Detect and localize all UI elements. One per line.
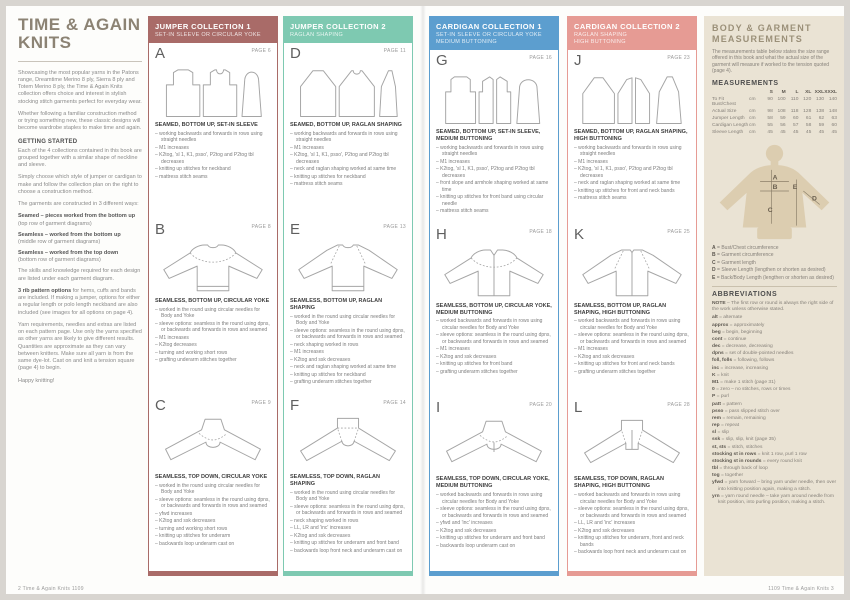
cardigan-raglan-topdown-diagram — [574, 416, 690, 474]
abbreviation-item: P = purl — [712, 394, 729, 400]
section-letter: E — [290, 221, 301, 238]
figure-legend — [712, 245, 837, 282]
skill-bullet: – grafting underarm stitches together — [155, 357, 271, 364]
abbreviation-item: dpns = set of double-pointed needles — [712, 351, 794, 357]
cardigan-yoke-assembled-diagram — [436, 243, 552, 301]
abbreviation-item: st, sts = stitch, stitches — [712, 444, 763, 450]
skill-bullet: – neck and raglan shaping worked at same time — [290, 364, 406, 371]
skill-bullet: – worked in the round using circular needles for Body and Yoke — [290, 490, 406, 503]
skill-bullet: – K2tog and ssk decreases — [290, 533, 406, 540]
abbreviation-item: patt = pattern — [712, 401, 742, 407]
section-top-row — [574, 400, 690, 415]
skill-bullet: – M1 increases — [155, 145, 271, 152]
collection-body — [284, 43, 412, 571]
abbreviation-item: dec = decrease, decreasing — [712, 344, 773, 350]
section-letter: I — [436, 399, 441, 417]
section-heading: SEAMLESS, BOTTOM UP, RAGLAN SHAPING, HIGH BUTTONING — [574, 302, 667, 316]
section-heading: SEAMLESS, TOP DOWN, RAGLAN SHAPING, HIGH BUTTONING — [574, 476, 664, 490]
skill-bullet: – grafting underarm stitches together — [290, 379, 406, 386]
skill-bullet: – K2tog decreases — [155, 342, 271, 349]
skill-bullet: – sleeve options: seamless in the round using dpns, or backwards and forwards in rows and seamed — [436, 506, 552, 519]
skill-bullet: – worked backwards and forwards in rows using circular needles for Body and Yoke — [574, 492, 690, 505]
skill-bullet: – worked in the round using circular needles for Body and Yoke — [155, 307, 271, 320]
skill-bullet: – working backwards and forwards in rows using straight needles — [436, 145, 552, 158]
row-unit: cm — [749, 122, 756, 128]
table-corner — [712, 90, 749, 95]
garment-section-F — [284, 395, 412, 571]
measurements-title: BODY & GARMENT MEASUREMENTS — [712, 23, 812, 44]
skill-bullet: – K2tog and ssk decreases — [155, 518, 271, 525]
skill-bullet: – sleeve options: seamless in the round using dpns, or backwards and forwards in rows and seamed — [290, 328, 406, 341]
garment-section-L — [568, 397, 696, 571]
skill-bullet: – worked backwards and forwards in rows using circular needles for Body and Yoke — [436, 492, 552, 505]
abbreviation-item: M1 = make 1 stitch (page 31) — [712, 379, 776, 385]
size-value: 56 — [780, 122, 786, 128]
abbreviation-item: beg = begin, beginning — [712, 329, 763, 335]
garment-section-I — [430, 397, 558, 571]
size-value: 128 — [803, 108, 812, 114]
section-top-row — [574, 227, 690, 242]
section-letter: F — [290, 397, 300, 414]
skill-bullet: – neck and raglan shaping worked at same time — [290, 166, 406, 173]
intro-paragraph: Whether following a familiar construction method or trying something new, these classic designs will become wardrobe staples to make time and again. — [18, 110, 142, 132]
abbreviation-item: sl = slip — [712, 430, 730, 436]
collection-header — [568, 17, 696, 50]
garment-section-G — [430, 50, 558, 224]
collection-header — [430, 17, 558, 50]
collection-body — [149, 43, 277, 571]
abbreviation-item: ssk = slip, slip, knit (page 35) — [712, 437, 776, 443]
skill-bullet: – knitting up stitches for neckband — [290, 372, 406, 379]
skill-bullet: – knitting up stitches for underarm and front band — [436, 535, 552, 542]
skill-bullet: – M1 increases — [290, 145, 406, 152]
collection-column-1 — [148, 16, 278, 576]
size-value: 45 — [805, 129, 812, 135]
section-heading: SEAMLESS, BOTTOM UP, CIRCULAR YOKE — [155, 298, 270, 304]
collection-subtitle: SET-IN SLEEVE OR CIRCULAR YOKE — [436, 32, 542, 38]
section-heading: SEAMLESS, TOP DOWN, RAGLAN SHAPING — [290, 474, 380, 487]
size-value: 45 — [767, 129, 773, 135]
skill-bullet: – K2tog, 'sl 1, K1, psso', P2tog and P2tog tbl decreases — [155, 152, 271, 165]
row-unit: cm — [749, 96, 756, 102]
section-letter: J — [574, 52, 582, 69]
jumper-raglan-pieces-diagram — [290, 62, 406, 120]
skill-bullet: – M1 increases — [436, 346, 552, 353]
skill-bullet: – yfwd increases — [155, 511, 271, 518]
collection-subtitle-2: HIGH BUTTONING — [574, 39, 626, 45]
intro-paragraph: Happy knitting! — [18, 377, 55, 384]
abbreviation-item: K = knit — [712, 372, 729, 378]
cardigan-yoke-topdown-diagram — [436, 416, 552, 474]
skill-bullet: – knitting up stitches for front band — [436, 361, 552, 368]
size-value: 57 — [793, 122, 799, 128]
collection-subtitle: RAGLAN SHAPING — [574, 32, 628, 38]
skill-list — [574, 318, 690, 376]
skill-bullet: – working backwards and forwards in rows using straight needles — [574, 145, 690, 158]
section-top-row — [155, 222, 271, 237]
figure-label-C: C — [767, 206, 773, 214]
cardigan-flat-pieces-diagram — [436, 69, 552, 127]
section-page-ref: PAGE 6 — [251, 48, 271, 54]
intro-paragraph: The skills and knowledge required for each design are listed under each garment diagram. — [18, 268, 141, 282]
jumper-raglan-assembled-diagram — [290, 238, 406, 296]
skill-bullet: – turning and working short rows — [155, 526, 271, 533]
section-letter: K — [574, 225, 585, 243]
skill-bullet: – working backwards and forwards in rows using straight needles — [155, 131, 271, 144]
skill-bullet: – K2tog, 'sl 1, K1, psso', P2tog and P2tog tbl decreases — [574, 166, 690, 179]
intro-paragraph: Simply choose which style of jumper or cardigan to make and follow the collection plan on the right to choose a construction method. — [18, 174, 142, 195]
section-letter: H — [436, 225, 447, 243]
section-letter: L — [574, 399, 583, 417]
skill-bullet: – K2tog and ssk decreases — [290, 357, 406, 364]
footer-left: 2 Time & Again Knits 1109 — [18, 586, 84, 592]
skill-bullet: – sleeve options: seamless in the round using dpns, or backwards and forwards in rows and seamed — [155, 321, 271, 334]
skill-bullet: – knitting up stitches for underarm and front band — [290, 540, 406, 547]
abbreviation-item: rem = remain, remaining — [712, 415, 766, 421]
jumper-yoke-assembled-diagram — [155, 238, 271, 296]
measurements-lead: The measurements table below states the size range offered in this book and what the actual size of the garment will measure if worked to the tension quoted (page 4). — [712, 48, 830, 75]
construction-method: Seamless – worked from the bottom up (middle row of garment diagrams) — [18, 231, 121, 245]
abbreviations-list — [712, 315, 837, 506]
size-value: 61 — [805, 115, 812, 121]
collection-column-2 — [283, 16, 413, 576]
row-label: Sleeve Length — [712, 129, 744, 135]
skill-list — [155, 131, 271, 182]
collection-header — [284, 17, 412, 43]
skill-list — [436, 318, 552, 376]
garment-section-E — [284, 219, 412, 395]
size-value: 120 — [803, 96, 812, 102]
size-value: 60 — [793, 115, 799, 121]
footer-right: 1109 Time & Again Knits 3 — [768, 586, 834, 592]
skill-bullet: – neck and raglan shaping worked at same time — [574, 180, 690, 187]
skill-bullet: – mattress stitch seams — [155, 174, 271, 181]
collection-body — [430, 50, 558, 571]
size-value: 110 — [790, 96, 799, 102]
skill-bullet: – M1 increases — [574, 346, 690, 353]
abbreviation-item: cont = continue — [712, 336, 747, 342]
legend-item: B = Garment circumference — [712, 252, 774, 259]
size-value: 58 — [767, 115, 773, 121]
skill-bullet: – neck shaping worked in rows — [290, 518, 406, 525]
intro-paragraph: Each of the 4 collections contained in this book are grouped together with a similar shape of neckline and sleeve. — [18, 147, 142, 169]
collection-header — [149, 17, 277, 43]
section-letter: B — [155, 221, 166, 238]
skill-bullet: – knitting up stitches for front and neck bands — [574, 188, 690, 195]
legend-item: D = Sleeve Length (lengthen or shorten as desired) — [712, 267, 826, 274]
intro-column — [18, 16, 142, 390]
skill-bullet: – backwards loop front neck and underarm cast on — [574, 549, 690, 556]
title-divider — [18, 61, 142, 62]
skill-list — [290, 314, 406, 387]
abbreviations-note: NOTE – The first row or round is always the right side of the work unless otherwise stated. — [712, 301, 834, 313]
skill-bullet: – mattress stitch seams — [436, 208, 552, 215]
skill-bullet: – M1 increases — [290, 349, 406, 356]
row-unit: cm — [749, 115, 756, 121]
garment-section-C — [149, 395, 277, 571]
skill-bullet: – worked backwards and forwards in rows using circular needles for Body and Yoke — [436, 318, 552, 331]
size-value: 55 — [767, 122, 773, 128]
skill-bullet: – neck shaping worked in rows — [290, 342, 406, 349]
section-heading: SEAMLESS, TOP DOWN, CIRCULAR YOKE, MEDIUM BUTTONING — [436, 476, 550, 490]
page-title: TIME & AGAIN KNITS — [18, 15, 141, 53]
skill-bullet: – sleeve options: seamless in the round using dpns, or backwards and forwards in rows and seamed — [436, 332, 552, 345]
size-value: 60 — [831, 122, 837, 128]
skill-bullet: – backwards loop underarm cast on — [155, 541, 271, 548]
abbreviation-item: tbl = through back of loop — [712, 466, 768, 472]
skill-list — [155, 483, 271, 549]
intro-paragraph: The garments are constructed in 3 different ways: — [18, 201, 139, 208]
skill-bullet: – K2tog and ssk decreases — [436, 354, 552, 361]
skill-bullet: – turning and working short rows — [155, 350, 271, 357]
collection-title: CARDIGAN COLLECTION 1 — [436, 22, 542, 31]
skill-list — [436, 145, 552, 216]
garment-section-H — [430, 224, 558, 398]
section-top-row — [436, 227, 552, 242]
skill-bullet: – working backwards and forwards in rows using straight needles — [290, 131, 406, 144]
row-unit: cm — [749, 108, 756, 114]
section-heading: SEAMED, BOTTOM UP, SET-IN SLEEVE — [155, 122, 258, 128]
skill-bullet: – sleeve options: seamless in the round using dpns, or backwards and forwards in rows and seamed — [290, 504, 406, 517]
section-heading: SEAMED, BOTTOM UP, RAGLAN SHAPING — [290, 122, 402, 128]
legend-item: E = Back/Body Length (lengthen or shorten as desired) — [712, 274, 834, 281]
skill-bullet: – sleeve options: seamless in the round using dpns, or backwards and forwards in rows and seamed — [574, 332, 690, 345]
cardigan-raglan-assembled-diagram — [574, 243, 690, 301]
garment-section-K — [568, 224, 696, 398]
skill-list — [436, 492, 552, 550]
section-page-ref: PAGE 11 — [383, 48, 406, 54]
section-heading: SEAMLESS, BOTTOM UP, CIRCULAR YOKE, MEDIUM BUTTONING — [436, 302, 552, 316]
row-label: Jumper Length — [712, 115, 745, 121]
abbreviation-item: tog = together — [712, 473, 744, 479]
skill-list — [155, 307, 271, 365]
section-page-ref: PAGE 13 — [383, 224, 406, 230]
skill-bullet: – backwards loop front neck and underarm cast on — [290, 548, 406, 555]
section-letter: C — [155, 397, 166, 414]
section-top-row — [155, 46, 271, 61]
size-value: 100 — [777, 96, 786, 102]
size-header: L — [795, 89, 799, 95]
intro-paragraph: Showcasing the most popular yarns in the Patons range, Dreamtime Merino 8 ply, Sierra 8 ply and Totem Merino 8 ply, the Time & Again Knits collection offers choice and interest in stylish stocking stitch garments perfect for everyday wear. — [18, 69, 142, 105]
section-page-ref: PAGE 18 — [529, 228, 552, 235]
abbreviations-heading: ABBREVIATIONS — [712, 291, 778, 299]
intro-paragraph: 3 rib pattern options for hems, cuffs and bands are included. If making a jumper, options for either a regular length or polo length neckband are also included (see images for all options on page 4). — [18, 287, 140, 316]
skill-bullet: – K2tog, 'sl 1, K1, psso', P2tog and P2tog tbl decreases — [436, 166, 552, 179]
size-value: 118 — [790, 108, 799, 114]
collection-column-3 — [429, 16, 559, 576]
abbreviation-item: yfwd = yarn forward – bring yarn under needle, then over into knitting position again, making a stitch. — [712, 480, 837, 492]
skill-bullet: – sleeve options: seamless in the round using dpns, or backwards and forwards in rows and seamed — [574, 506, 690, 519]
section-page-ref: PAGE 16 — [529, 55, 552, 61]
abbreviation-item: psso = pass slipped stitch over — [712, 408, 780, 414]
measurements-column — [704, 16, 844, 576]
size-value: 59 — [780, 115, 786, 121]
section-top-row — [574, 53, 690, 68]
abbreviation-item: foll, folls = following, follows — [712, 358, 775, 364]
figure-label-E: E — [792, 183, 798, 191]
section-top-row — [290, 46, 406, 61]
section-divider — [712, 286, 837, 287]
size-header: XXL — [814, 89, 825, 95]
section-heading: SEAMLESS, BOTTOM UP, RAGLAN SHAPING — [290, 298, 383, 311]
figure-label-D: D — [812, 195, 817, 203]
size-value: 148 — [828, 108, 837, 114]
section-top-row — [436, 53, 552, 68]
abbreviation-item: stocking st in rows = knit 1 row, purl 1 row — [712, 451, 807, 457]
collection-body — [568, 50, 696, 571]
section-top-row — [290, 222, 406, 237]
garment-section-D — [284, 43, 412, 219]
jumper-yoke-topdown-diagram — [155, 414, 271, 472]
legend-item: A = Bust/Chest circumference — [712, 244, 779, 251]
abbreviation-item: inc = increase, increasing — [712, 365, 769, 371]
abbreviation-item: approx = approximately — [712, 322, 765, 328]
section-page-ref: PAGE 20 — [529, 402, 552, 409]
abbreviation-item: 0 = zero – no stitches, rows or times — [712, 387, 791, 393]
skill-bullet: – worked backwards and forwards in rows using circular needles for Body and Yoke — [574, 318, 690, 331]
skill-bullet: – sleeve options: seamless in the round using dpns, or backwards and forwards in rows and seamed — [155, 497, 271, 510]
skill-bullet: – knitting up stitches for front and neck bands — [574, 361, 690, 368]
collection-subtitle: SET-IN SLEEVE OR CIRCULAR YOKE — [155, 32, 261, 38]
size-header: XL — [805, 89, 812, 95]
body-measurement-figure — [712, 139, 837, 243]
collection-subtitle-2: MEDIUM BUTTONING — [436, 39, 497, 45]
section-top-row — [290, 398, 406, 413]
row-label: To Fit Bust/Chest — [712, 96, 736, 107]
size-value: 130 — [815, 96, 825, 102]
figure-label-B: B — [772, 183, 778, 191]
skill-bullet: – K2tog and ssk decreases — [574, 354, 690, 361]
skill-bullet: – worked in the round using circular needles for Body and Yoke — [290, 314, 406, 327]
table-unit-corner — [749, 90, 760, 95]
section-page-ref: PAGE 9 — [251, 400, 271, 406]
size-value: 98 — [767, 108, 773, 114]
size-value: 45 — [780, 129, 786, 135]
size-value: 140 — [828, 96, 837, 102]
abbreviation-item: stocking st in rounds = every round knit — [712, 458, 802, 464]
skill-bullet: – K2tog and ssk decreases — [574, 528, 690, 535]
garment-section-A — [149, 43, 277, 219]
collection-title: CARDIGAN COLLECTION 2 — [574, 22, 680, 31]
section-heading: SEAMLESS, TOP DOWN, CIRCULAR YOKE — [155, 474, 268, 480]
collection-column-4 — [567, 16, 697, 576]
section-page-ref: PAGE 25 — [667, 228, 690, 235]
skill-bullet: – M1 increases — [436, 159, 552, 166]
figure-label-A: A — [772, 174, 778, 182]
skill-list — [290, 490, 406, 556]
skill-bullet: – knitting up stitches for neckband — [290, 174, 406, 181]
garment-section-B — [149, 219, 277, 395]
book-spread — [6, 6, 844, 594]
skill-bullet: – knitting up stitches for front band using circular needle — [436, 194, 552, 207]
skill-bullet: – backwards loop underarm cast on — [436, 543, 552, 550]
row-unit: cm — [749, 129, 756, 135]
collection-title: JUMPER COLLECTION 2 — [290, 22, 386, 31]
section-letter: D — [290, 45, 301, 62]
garment-section-J — [568, 50, 696, 224]
abbreviation-item: alt = alternate — [712, 315, 743, 321]
skill-bullet: – M1 increases — [574, 159, 690, 166]
skill-bullet: – grafting underarm stitches together — [574, 369, 690, 376]
skill-bullet: – K2tog, 'sl 1, K1, psso', P2tog and P2tog tbl decreases — [290, 152, 406, 165]
size-value: 45 — [818, 129, 825, 135]
legend-item: C = Garment length — [712, 259, 756, 266]
jumper-flat-pieces-diagram — [155, 62, 271, 120]
skill-bullet: – knitting up stitches for underarm, front and neck bands — [574, 535, 690, 548]
size-value: 90 — [767, 96, 773, 102]
section-heading: SEAMED, BOTTOM UP, RAGLAN SHAPING, HIGH BUTTONING — [574, 129, 688, 142]
size-value: 62 — [818, 115, 825, 121]
skill-bullet: – knitting up stitches for underarm — [155, 533, 271, 540]
construction-method: Seamless – worked from the top down (bottom row of garment diagrams) — [18, 250, 119, 264]
intro-text — [18, 70, 142, 385]
measurements-table-heading: MEASUREMENTS — [712, 79, 779, 87]
size-value: 108 — [777, 108, 786, 114]
section-page-ref: PAGE 28 — [667, 402, 690, 409]
skill-list — [290, 131, 406, 189]
skill-bullet: – LL, LR and 'inc' increases — [290, 525, 406, 532]
abbreviation-item: yrn = yarn round needle – take yarn around needle from knit position, into purling position, making a stitch. — [712, 493, 834, 505]
skill-bullet: – K2tog and ssk decreases — [436, 528, 552, 535]
skill-bullet: – mattress stitch seams — [290, 181, 406, 188]
size-table — [712, 90, 837, 135]
collection-subtitle: RAGLAN SHAPING — [290, 32, 344, 38]
page-fold — [420, 6, 426, 594]
skill-bullet: – M1 increases — [155, 335, 271, 342]
size-value: 58 — [805, 122, 812, 128]
section-letter: G — [436, 52, 448, 69]
size-value: 138 — [815, 108, 825, 114]
section-page-ref: PAGE 23 — [667, 55, 690, 61]
size-header: M — [781, 89, 786, 95]
section-heading: SEAMED, BOTTOM UP, SET-IN SLEEVE, MEDIUM BUTTONING — [436, 129, 541, 142]
section-letter: A — [155, 45, 166, 62]
abbreviation-item: rep = repeat — [712, 423, 740, 429]
skill-bullet: – mattress stitch seams — [574, 195, 690, 202]
skill-bullet: – worked in the round using circular needles for Body and Yoke — [155, 483, 271, 496]
section-top-row — [436, 400, 552, 415]
row-label: Actual Size — [712, 108, 737, 114]
skill-list — [574, 492, 690, 557]
size-value: 59 — [818, 122, 825, 128]
size-value: 45 — [831, 129, 837, 135]
construction-method: Seamed – pieces worked from the bottom up (top row of garment diagrams) — [18, 213, 136, 227]
cardigan-raglan-pieces-diagram — [574, 69, 690, 127]
size-header: S — [769, 89, 773, 95]
skill-bullet: – front slope and armhole shaping worked at same time — [436, 180, 552, 193]
intro-paragraph: Yarn requirements, needles and extras are listed on each pattern page. Use only the yarns specified as other yarns are likely to give different results. Quantities are approximate as they can vary between knitters. Make sure all yarn is from the same dye-lot. Cast on and knit a tension square (page 4) to begin. — [18, 321, 142, 372]
section-page-ref: PAGE 8 — [251, 224, 271, 230]
intro-heading: GETTING STARTED — [18, 138, 78, 145]
size-value: 45 — [793, 129, 799, 135]
skill-bullet: – yfwd and 'inc' increases — [436, 520, 552, 527]
size-value: 63 — [831, 115, 837, 121]
section-top-row — [155, 398, 271, 413]
skill-list — [574, 145, 690, 203]
skill-bullet: – grafting underarm stitches together — [436, 369, 552, 376]
skill-bullet: – LL, LR and 'inc' increases — [574, 520, 690, 527]
skill-bullet: – knitting up stitches for neckband — [155, 166, 271, 173]
row-label: Cardigan Length — [712, 122, 749, 128]
collection-title: JUMPER COLLECTION 1 — [155, 22, 251, 31]
section-page-ref: PAGE 14 — [383, 400, 406, 406]
jumper-raglan-topdown-diagram — [290, 414, 406, 472]
size-header: XXXL — [824, 89, 837, 95]
